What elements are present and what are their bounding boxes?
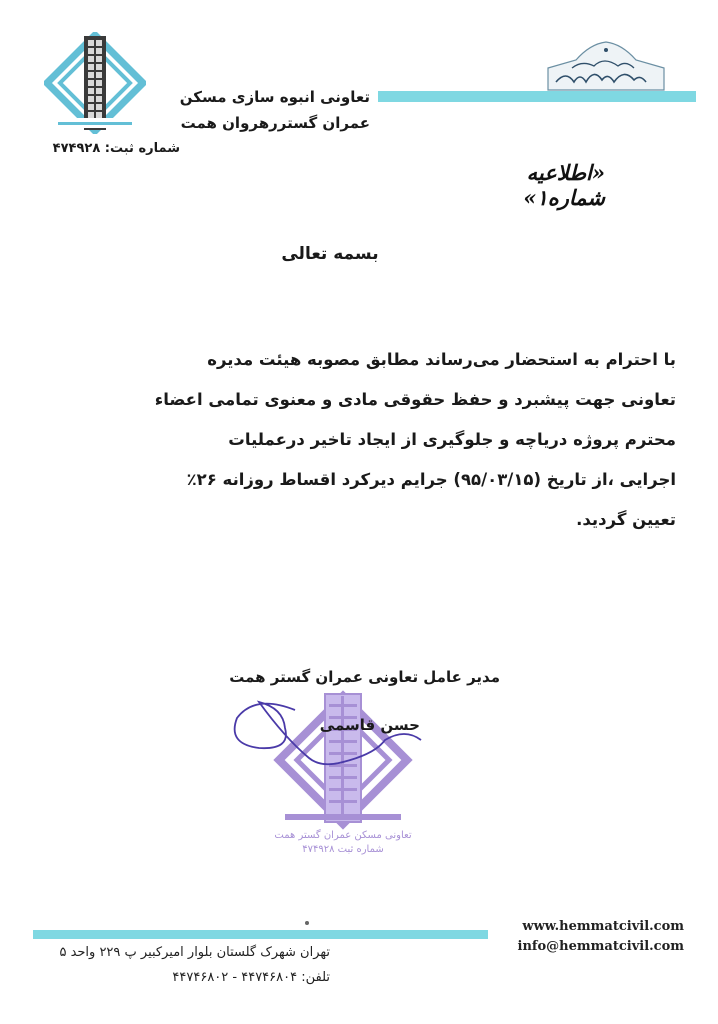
footer-contact [504,917,684,957]
phone-line: تلفن: ۴۴۷۴۶۸۰۴ - ۴۴۷۴۶۸۰۲ [172,970,330,985]
address-line: تهران شهرک گلستان بلوار امیرکبیر پ ۲۲۹ واحد ۵ [59,945,330,960]
email-link[interactable]: info@hemmatcivil.com [517,939,684,954]
basmala-heading: بسمه تعالی [281,244,379,264]
notice-title: «اطلاعیه شماره۱» [523,160,605,210]
body-line: محترم پروژه دریاچه و جلوگیری از ایجاد تاخیر درعملیات [228,430,676,449]
company-name-line2: عمران گستررهروان همت [180,114,370,132]
company-logo [44,32,146,134]
company-name-line1: تعاونی انبوه سازی مسکن [179,88,370,106]
body-line: تعیین گردید. [576,510,676,529]
signatory-role: مدیر عامل تعاونی عمران گستر همت [229,668,500,686]
stray-mark [305,921,309,925]
body-line: اجرایی ،از تاریخ (۹۵/۰۳/۱۵) جرایم دیرکرد اقساط روزانه ۲۶٪ [186,470,676,489]
signatory-name: حسن قاسمی [319,716,420,734]
website-link[interactable]: www.hemmatcivil.com [522,919,684,934]
registration-number: شماره ثبت: ۴۷۴۹۲۸ [52,141,180,156]
footer-address [30,940,330,990]
footer-accent-bar [33,930,488,939]
body-line: با احترام به استحضار می‌رساند مطابق مصوبه هیئت مدیره [207,350,676,369]
letter-body [124,340,676,540]
stamp-text-line2: شماره ثبت ۴۷۴۹۲۸ [302,844,384,855]
stamp-text-line1: تعاونی مسکن عمران گستر همت [274,830,412,841]
company-name [160,84,370,136]
slogan-emblem [542,38,670,96]
header-accent-bar [378,91,696,102]
body-line: تعاونی جهت پیشبرد و حفظ حقوقی مادی و معنوی تمامی اعضاء [154,390,676,409]
